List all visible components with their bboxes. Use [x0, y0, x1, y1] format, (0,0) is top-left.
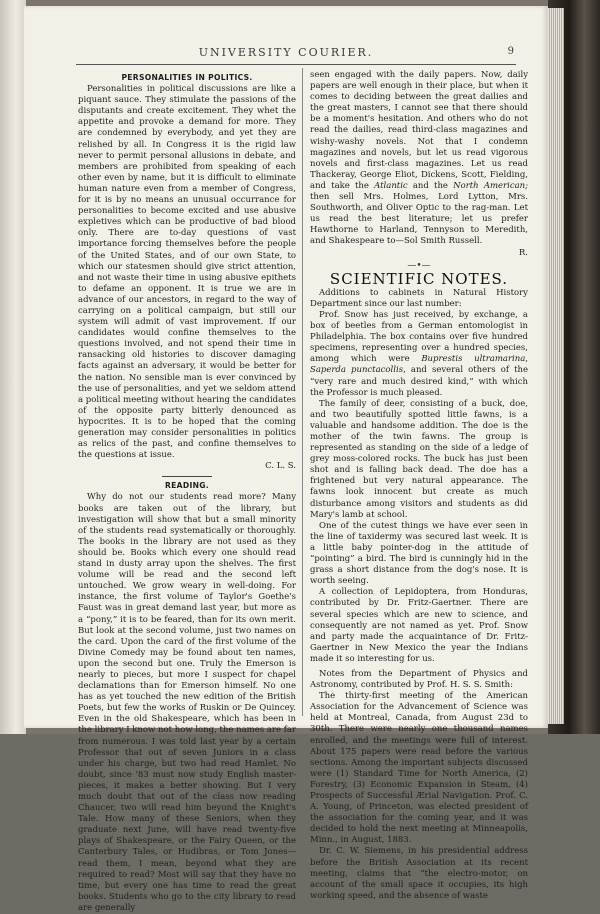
reading-continued-end: then sell Mrs. Holmes, Lord Lytton, Mrs. Southworth, and Oliver Optic to the rag-man. Let us read the best literature; let us prefer Hawthorne to Harland, Tennyson to Meredith, and Shakespeare to—Sol Smith Russell. — [310, 192, 528, 247]
reading-signature: R. — [518, 247, 528, 258]
sci-paragraph-7: The thirty-first meeting of the American Association for the Advancement of Science was held at Montreal, Canada, from August 23d to 30th. There were nearly one thousand names enrolled, and the meetings were full of interest. About 175 papers were read before the various sections. Among the important subjects discussed were (1) Standard Time for North America, (2) Forestry, (3) Economic Expansion in Steam, (4) Prospects of Successful Ærial Navigation. Prof. C. A. Young, of Princeton, was elected president of the association for the coming year, and it was decided to hold the next meeting at Minneapolis, Minn., in August, 1883. — [310, 691, 528, 846]
sci-species-2: Saperda punctacollis — [310, 365, 404, 376]
sci-paragraph-5: A collection of Lepidoptera, from Honduras, contributed by Dr. Fritz-Gaertner. There are several species which are new to science, and consequently are not named as yet. Prof. Snow and party made the acquaintance of Dr. Fritz-Gaertner in New Mexico the year the Indians made it so interesting for us. — [310, 587, 528, 664]
sci-p2-end: , and several others of the “very rare and much desired kind,” with which the Professor is much pleased. — [310, 365, 528, 398]
section-rule — [162, 476, 212, 477]
page-number: 9 — [507, 46, 514, 57]
reading-continued — [310, 70, 528, 248]
reading-title: READING. — [165, 481, 209, 491]
sci-p2-start: Prof. Snow has just received, by exchange, a box of beetles from a German entomologist in Philadelphia. The box contains over five hundred specimens, representing over a hundred species, among which were — [310, 309, 528, 365]
sci-paragraph-4: One of the cutest things we have ever seen in the line of taxidermy was secured last week. It is a little baby pointer-dog in the attitude of “pointing” a bird. The bird is cunningly hid in the grass a short distance from the dog's nose. It is worth seeing. — [310, 520, 528, 587]
right-column — [310, 70, 528, 902]
facing-page-edge — [0, 0, 26, 734]
reading-continued-mid: and the — [407, 180, 454, 191]
reading-body: Why do not our students read more? Many books are taken out of the library, but investigation will show that but a small minority of the students read systematically or thoroughly. The books in the library are not used as they should be. Books which every one should read stand in dusty array upon the shelves. The first volume will be read and the second left untouched. We grow weary in well-doing. For instance, the first volume of Taylor's Goethe's Faust was in great demand last year, but more as a “pony,” it is to be feared, than for its own merit. But look at the second volume, just two names on the card. Upon the card of the first volume of the Divine Comedy may be found about ten names, upon the second but one. Truly the Emerson is nearly to pieces, but more I suspect for chapel declamations than for Emerson himself. No one has as yet touched the new edition of the British Poets, but few the works of Ruskin or De Quincey. Even in the old Shakespeare, which has been in the library I know not how long, the names are far from numerous. I was told last year by a certain Professor that out of seven Juniors in a class under his charge, but two had read Hamlet. No doubt, since '83 must now study English master-pieces, it makes a better showing. But I very much doubt that out of the class now reading Chaucer, two will read him beyond the Knight's Tale. How many of these Seniors, when they graduate next June, will have read twenty-five plays of Shakespeare, or the Fairy Queen, or the Canterbury Tales, or Hudibras, or Tom Jones—read them, I mean, beyond what they are required to read? Most will say that they have no time, but every one has time to read the great books. Students who go to the city library to read are generally — [78, 492, 296, 913]
ornament-divider: —•— — [407, 260, 431, 271]
page-stack-edge — [546, 8, 564, 724]
column-divider — [302, 68, 303, 716]
sci-paragraph-2 — [310, 310, 528, 399]
sci-paragraph-1: Additions to cabinets in Natural History Department since our last number: — [310, 287, 528, 309]
sci-paragraph-6: Notes from the Department of Physics and Astronomy, contributed by Prof. H. S. S. Smith: — [310, 668, 528, 691]
left-column — [78, 70, 296, 914]
magazine-page — [24, 6, 548, 913]
reading-continued-text: seen engaged with the daily papers. Now, daily papers are well enough in their place, but when it comes to deciding between the great dailies and the great masters, I cannot see that there should be a moment's hesitation. And others who do not read the dailies, read third-class magazines and wishy-washy novels. Not that I condemn magazines and novels, but let us read vigorous novels and first-class magazines. Let us read Thackeray, George Eliot, Dickens, Scott, Fielding, and take the — [310, 70, 528, 191]
magazine-title-1: Atlantic — [374, 180, 408, 191]
sci-p2-join: , — [525, 354, 528, 365]
politics-body: Personalities in political discussions are like a piquant sauce. They stimulate the passions of the disputants and create excitement. They whet the appetite and provoke a demand for more. They are condemned by everybody, and yet they are relished by all. In Congress it is the rigid law never to permit personal allusions in debate, and members are prohibited from speaking of each other even by name, but it is difficult to eliminate human nature even from a member of Congress, for it is by no means an unusual occurrance for personalities to become excited and use abusive expletives which can be productive of bad blood only. There are to-day questions of vast importance forcing themselves before the people of the United States, and of our own State, to which our statesmen should give strict attention, and not waste their time in using abusive epithets to defame an opponent. It is true we are in advance of our ancestors, in regard to the way of carrying on a political campaign, but still our system will admit of vast improvement. If our candidates would confine themselves to the questions involved, and not spend their time in ransacking old histories to discover damaging facts against an adversary, it would be better for the nation. No sensible man is ever convinced by the use of personalities, and yet we seldom attend a political meeting without hearing the candidates of the opposite party bitterly denounced as hypocrites. It is to be hoped that the coming generation may consider personalities in politics as relics of the past, and confine themselves to the questions at issue. — [78, 84, 296, 461]
sci-paragraph-8: Dr. C. W. Siemens, in his presidential address before the British Association at its recent meeting, claims that “the electro-motor, on account of the small space it occupies, its high working speed, and the absence of waste — [310, 846, 528, 901]
sci-species-1: Buprestis ultramarina — [421, 354, 526, 365]
scientific-notes-title: SCIENTIFIC NOTES. — [329, 269, 509, 288]
running-title: UNIVERSITY COURIER. — [198, 46, 374, 59]
politics-signature: C. L. S. — [265, 461, 296, 472]
sci-paragraph-3: The family of deer, consisting of a buck, doe, and two beautifully spotted little fawns, is a valuable and handsome addition. The doe is the mother of the twin fawns. The group is represented as standing on the side of a ledge of grey moss-colored rocks. The buck has just been shot and is falling back dead. The doe has a frightened but very natural appearance. The fawns look innocent but create as much disturbance among visitors and students as did Mary's lamb at school. — [310, 398, 528, 520]
magazine-title-2: North American; — [453, 180, 529, 191]
header-rule — [76, 64, 516, 65]
politics-title: PERSONALITIES IN POLITICS. — [121, 73, 253, 82]
